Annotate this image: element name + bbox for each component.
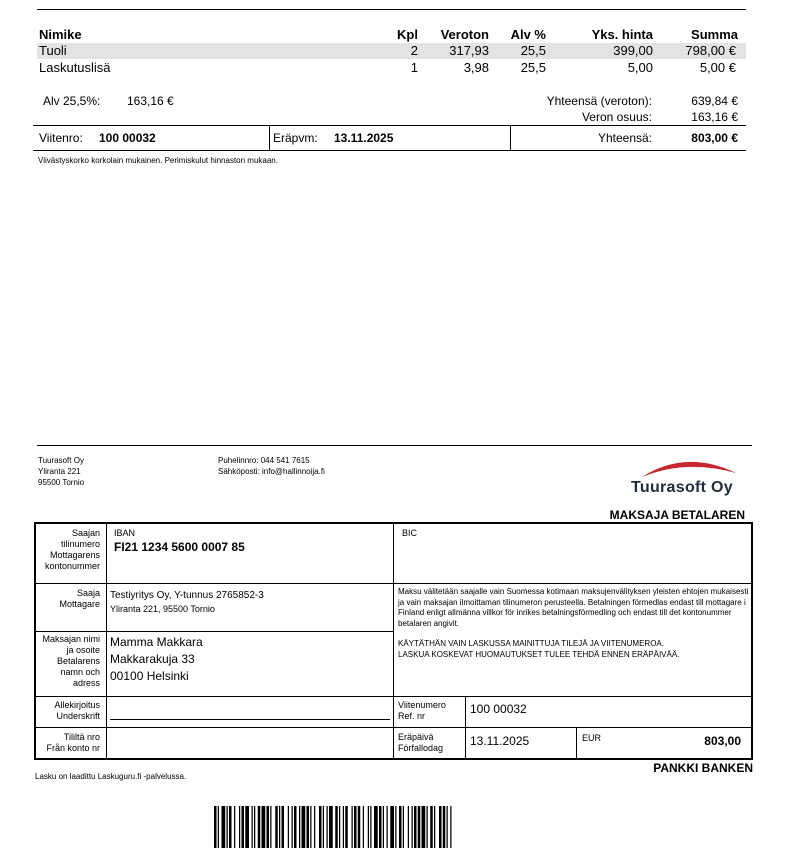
company-contact [218,455,325,477]
signature-line [110,719,390,720]
barcode-bar [447,806,448,848]
from-account-label: Tililtä nro Från konto nr [46,732,100,753]
net-total-value: 639,84 € [691,94,738,108]
barcode-bar [323,806,324,848]
notice-text: Maksu välitetään saajalle vain Suomessa kotimaan maksujenvälityksen yleisten ehtojen mukaisesti ja vain maksajan ilmoittaman tilinumeron perusteella. Betalningen förmedlas endast till mottagare i Finland enligt allmänna villkor för inrikes betalningsförmedling och endast till det kontonummer betalaren angivit. [398,587,749,628]
barcode-bar [370,806,371,848]
recipient-label: Saaja Mottagare [59,588,100,609]
barcode-bar [450,806,451,848]
barcode-bar [302,806,306,848]
barcode-bar [234,806,235,848]
barcode-bar [307,806,310,848]
barcode-bar [363,806,364,848]
company-email: Sähköposti: info@hallinnoija.fi [218,467,325,476]
barcode-bar [390,806,394,848]
barcode-bar [262,806,266,848]
barcode-bar [319,806,322,848]
row-unit-price: 5,00 [627,60,653,75]
ref-label: Viitenro: [39,131,83,145]
barcode-bar [335,806,338,848]
payer-label: Maksajan nimi ja osoite Betalarens namn och adress [42,634,100,688]
barcode-bar [430,806,433,848]
row-vat: 25,5 [520,60,546,75]
barcode-bar [294,806,297,848]
due-value: 13.11.2025 [334,131,394,145]
barcode-bar [358,806,361,848]
footer-rule [37,445,752,446]
logo-text: Tuurasoft Oy [631,479,733,496]
barcode-bar [427,806,428,848]
barcode-bar [229,806,232,848]
row-unit-price: 399,00 [613,43,653,58]
giro-due-value: 13.11.2025 [470,734,530,748]
header-sum: Summa [691,27,738,42]
barcode-bar [292,806,293,848]
barcode-bar [258,806,261,848]
payment-notice [398,587,750,660]
recipient-name: Testiyritys Oy, Y-tunnus 2765852-3 [110,590,264,601]
barcode-bar [239,806,240,848]
payer-title: MAKSAJA BETALAREN [609,508,745,522]
barcode-bar [418,806,421,848]
company-name: Tuurasoft Oy [38,456,84,465]
barcode-bar [354,806,357,848]
barcode-bar [412,806,413,848]
barcode-bar [439,806,442,848]
notice-accounts: KÄYTÄTHÄN VAIN LASKUSSA MAINITTUJA TILEJÄ JA VIITENUMEROA. [398,639,664,648]
company-postal: 95500 Tornio [38,478,85,487]
row-item: Laskutuslisä [39,60,111,75]
barcode-bar [408,806,409,848]
row-net: 3,98 [463,60,489,75]
barcode-bar [314,806,315,848]
table-row [37,43,746,59]
tax-value: 163,16 € [691,110,738,124]
row-qty: 2 [410,43,418,58]
barcode-bar [422,806,426,848]
payer-name: Mamma Makkara [110,635,203,649]
barcode-bar [395,806,396,848]
barcode-bar [434,806,435,848]
top-rule [37,9,746,10]
header-net: Veroton [440,27,489,42]
barcode-bar [329,806,333,848]
barcode-bar [399,806,402,848]
recipient-address: Yliranta 221, 95500 Tornio [110,604,215,614]
ref-value: 100 00032 [99,131,156,145]
currency-label: EUR [582,733,602,743]
payer-address [110,634,203,685]
grand-total-value: 803,00 € [691,131,738,145]
grand-total-label: Yhteensä: [597,131,652,145]
company-street: Yliranta 221 [38,467,81,476]
barcode-bar [379,806,382,848]
barcode-bar [275,806,278,848]
barcode-bar [218,806,219,848]
due-label: Eräpvm: [273,131,318,145]
barcode-bar [252,806,253,848]
company-phone: Puhelinnro: 044 541 7615 [218,456,310,465]
barcode-bar [242,806,245,848]
barcode-bar [245,806,249,848]
barcode-bar [403,806,404,848]
bank-title: PANKKI BANKEN [653,761,753,775]
iban-value: FI21 1234 5600 0007 85 [114,540,245,554]
payer-postal: 00100 Helsinki [110,669,189,683]
header-vat: Alv % [510,27,546,42]
barcode-bar [339,806,340,848]
barcode-bar [299,806,300,848]
footer-note: Lasku on laadittu Laskuguru.fi -palvelussa. [35,772,187,781]
barcode-bar [214,806,217,848]
vat-label: Alv 25,5%: [43,94,101,108]
giro-ref-value: 100 00032 [470,702,527,716]
barcode-bar [387,806,388,848]
barcode-bar [267,806,270,848]
row-vat: 25,5 [520,43,546,58]
barcode-bar [279,806,280,848]
barcode-bar [227,806,228,848]
recipient-account-label: Saajan tilinumero Mottagarens kontonummer [44,528,100,571]
bic-label: BIC [402,528,418,538]
barcode-bar [270,806,271,848]
barcode-bar [374,806,378,848]
barcode-bar [345,806,348,848]
giro-ref-label: Viitenumero Ref. nr [398,700,446,721]
signature-label: Allekirjoitus Underskrift [54,700,100,721]
barcode-bar [282,806,285,848]
barcode-bar [222,806,226,848]
barcode-bar [383,806,384,848]
barcode-bar [327,806,328,848]
notice-remarks: LASKUA KOSKEVAT HUOMAUTUKSET TULEE TEHDÄ ENNEN ERÄPÄIVÄÄ. [398,649,680,659]
row-qty: 1 [410,60,418,75]
row-sum: 5,00 € [699,60,736,75]
barcode-bar [414,806,417,848]
header-qty: Kpl [397,27,418,42]
vat-value: 163,16 € [127,94,174,108]
barcode-bar [288,806,289,848]
net-total-label: Yhteensä (veroton): [546,94,652,108]
barcode-bar [310,806,311,848]
row-item: Tuoli [39,43,67,58]
barcode-bar [443,806,446,848]
payment-barcode [214,806,576,848]
payer-street: Makkarakuja 33 [110,652,195,666]
company-logo [628,455,748,500]
tax-label: Veron osuus: [581,110,652,124]
table-row [37,60,746,76]
giro-due-label: Eräpäivä Förfallodag [398,732,444,753]
barcode-bar [343,806,344,848]
barcode-bar [352,806,353,848]
row-net: 317,93 [449,43,489,58]
giro-amount: 803,00 [704,734,741,748]
iban-label: IBAN [114,528,136,538]
header-item: Nimike [39,27,82,42]
company-address [38,455,84,488]
barcode-bar [254,806,255,848]
payment-terms: Viivästyskorko korkolain mukainen. Perimiskulut hinnaston mukaan. [38,156,278,165]
barcode-bar [368,806,369,848]
row-sum: 798,00 € [685,43,736,58]
header-unit-price: Yks. hinta [591,27,653,42]
